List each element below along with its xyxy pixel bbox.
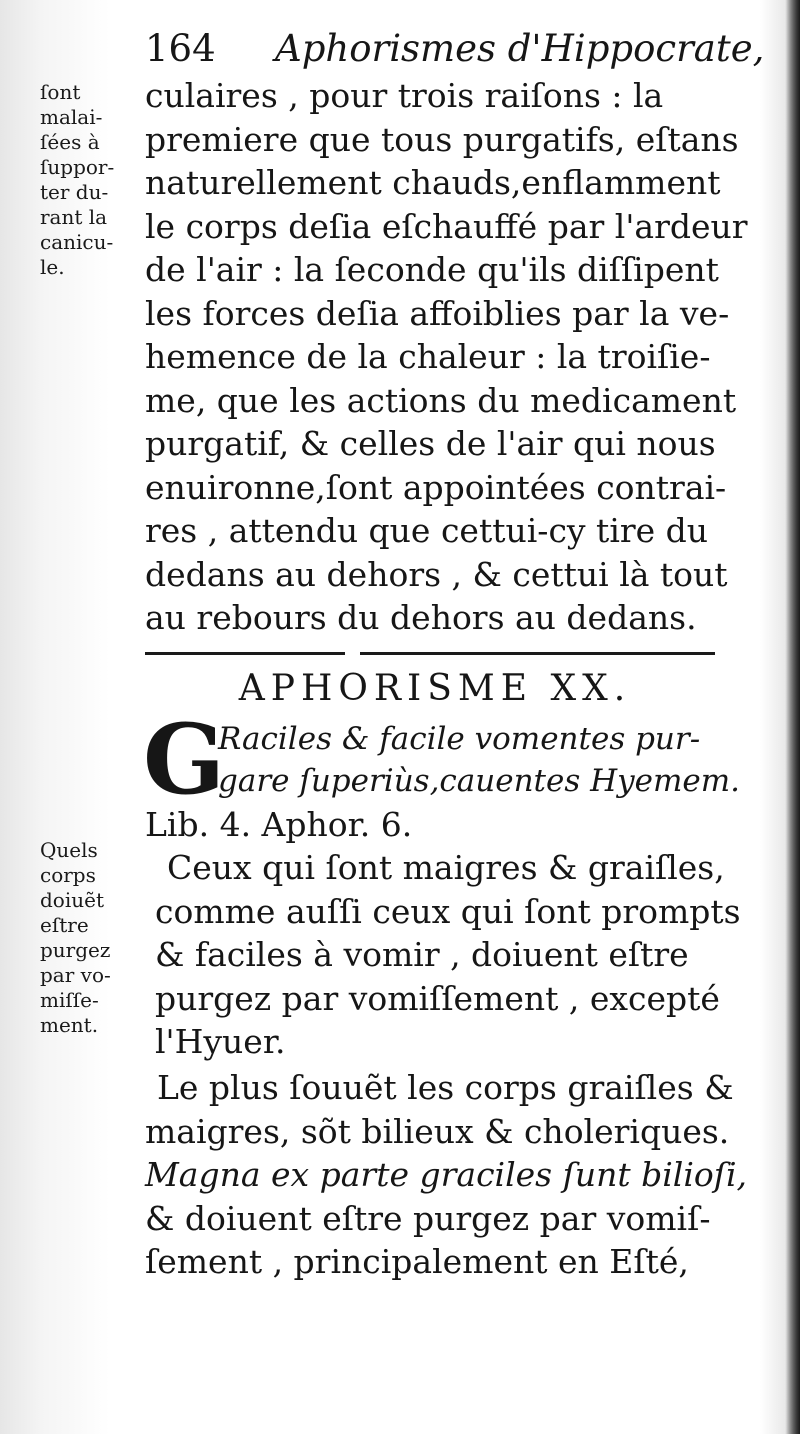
text-line: me, que les actions du medicament xyxy=(145,380,737,420)
paragraph-3 xyxy=(145,1066,747,1284)
text-line: dedans au dehors , & cettui là tout xyxy=(145,554,728,594)
margin-note-line: malai- xyxy=(40,105,103,129)
margin-note-line: ſées à xyxy=(40,130,100,154)
margin-note-line: rant la xyxy=(40,205,108,229)
margin-note-line: doiuẽt xyxy=(40,888,104,912)
margin-note-line: par vo- xyxy=(40,963,111,987)
latin-line: Raciles & facile vomentes pur- xyxy=(218,721,701,757)
margin-note-line: ment. xyxy=(40,1013,99,1037)
running-title: Aphorismes d'Hippocrate, xyxy=(275,27,765,70)
text-line: Ceux qui ſont maigres & graiſles, xyxy=(167,848,725,887)
running-header xyxy=(145,24,765,74)
margin-note-1 xyxy=(40,80,135,280)
text-line: & faciles à vomir , doiuent eſtre xyxy=(155,935,689,974)
text-line: naturellement chauds,enflamment xyxy=(145,163,721,202)
text-line: l'Hyuer. xyxy=(155,1022,286,1061)
text-line: ſement , principalement en Eſté, xyxy=(145,1242,689,1281)
margin-note-line: miſſe- xyxy=(40,988,99,1012)
text-line: enuironne,ſont appointées contrai- xyxy=(145,467,727,507)
aphorism-latin xyxy=(218,718,741,802)
text-line: les forces deſia affoiblies par la ve- xyxy=(145,293,730,333)
margin-note-line: ſuppor- xyxy=(40,155,115,179)
text-line: de l'air : la ſeconde qu'ils diſſipent xyxy=(145,250,719,289)
aphorism-reference: Lib. 4. Aphor. 6. xyxy=(145,805,413,844)
margin-note-line: purgez xyxy=(40,938,111,962)
text-line: comme auſſi ceux qui ſont prompts xyxy=(155,891,741,931)
margin-note-line: ſont xyxy=(40,80,81,104)
section-rule-left xyxy=(145,652,345,655)
margin-note-line: le. xyxy=(40,255,65,279)
text-line: hemence de la chaleur : la troiſie- xyxy=(145,337,711,376)
text-line: premiere que tous purgatifs, eſtans xyxy=(145,119,739,159)
paragraph-2 xyxy=(155,846,741,1064)
text-line: purgatif, & celles de l'air qui nous xyxy=(145,424,716,463)
text-line: le corps deſia eſchauffé par l'ardeur xyxy=(145,206,748,246)
page-number: 164 xyxy=(145,27,216,70)
latin-quote-line: Magna ex parte graciles ſunt bilioſi, xyxy=(145,1155,747,1194)
latin-line: gare ſuperiùs,cauentes Hyemem. xyxy=(218,763,741,799)
text-line: res , attendu que cettui-cy tire du xyxy=(145,511,709,550)
text-line: Le plus ſouuẽt les corps graiſles & xyxy=(157,1068,734,1107)
paragraph-1 xyxy=(145,74,748,640)
text-line: culaires , pour trois raiſons : la xyxy=(145,76,664,115)
margin-note-line: ter du- xyxy=(40,180,109,204)
text-line: & doiuent eſtre purgez par vomiſ- xyxy=(145,1198,711,1238)
margin-note-2 xyxy=(40,838,135,1038)
margin-note-line: corps xyxy=(40,863,96,887)
section-rule-right xyxy=(360,652,715,655)
aphorism-title: APHORISME XX. xyxy=(238,668,632,709)
margin-note-line: Quels xyxy=(40,838,98,862)
text-line: purgez par vomiſſement , excepté xyxy=(155,978,720,1018)
drop-cap: G xyxy=(143,703,225,816)
text-line: maigres, sõt bilieux & choleriques. xyxy=(145,1111,730,1151)
margin-note-line: eſtre xyxy=(40,913,89,937)
margin-note-line: canicu- xyxy=(40,230,114,254)
bleed-through-ghost xyxy=(22,370,127,630)
page-edge-shadow xyxy=(786,0,800,1434)
text-line: au rebours du dehors au dedans. xyxy=(145,598,697,637)
